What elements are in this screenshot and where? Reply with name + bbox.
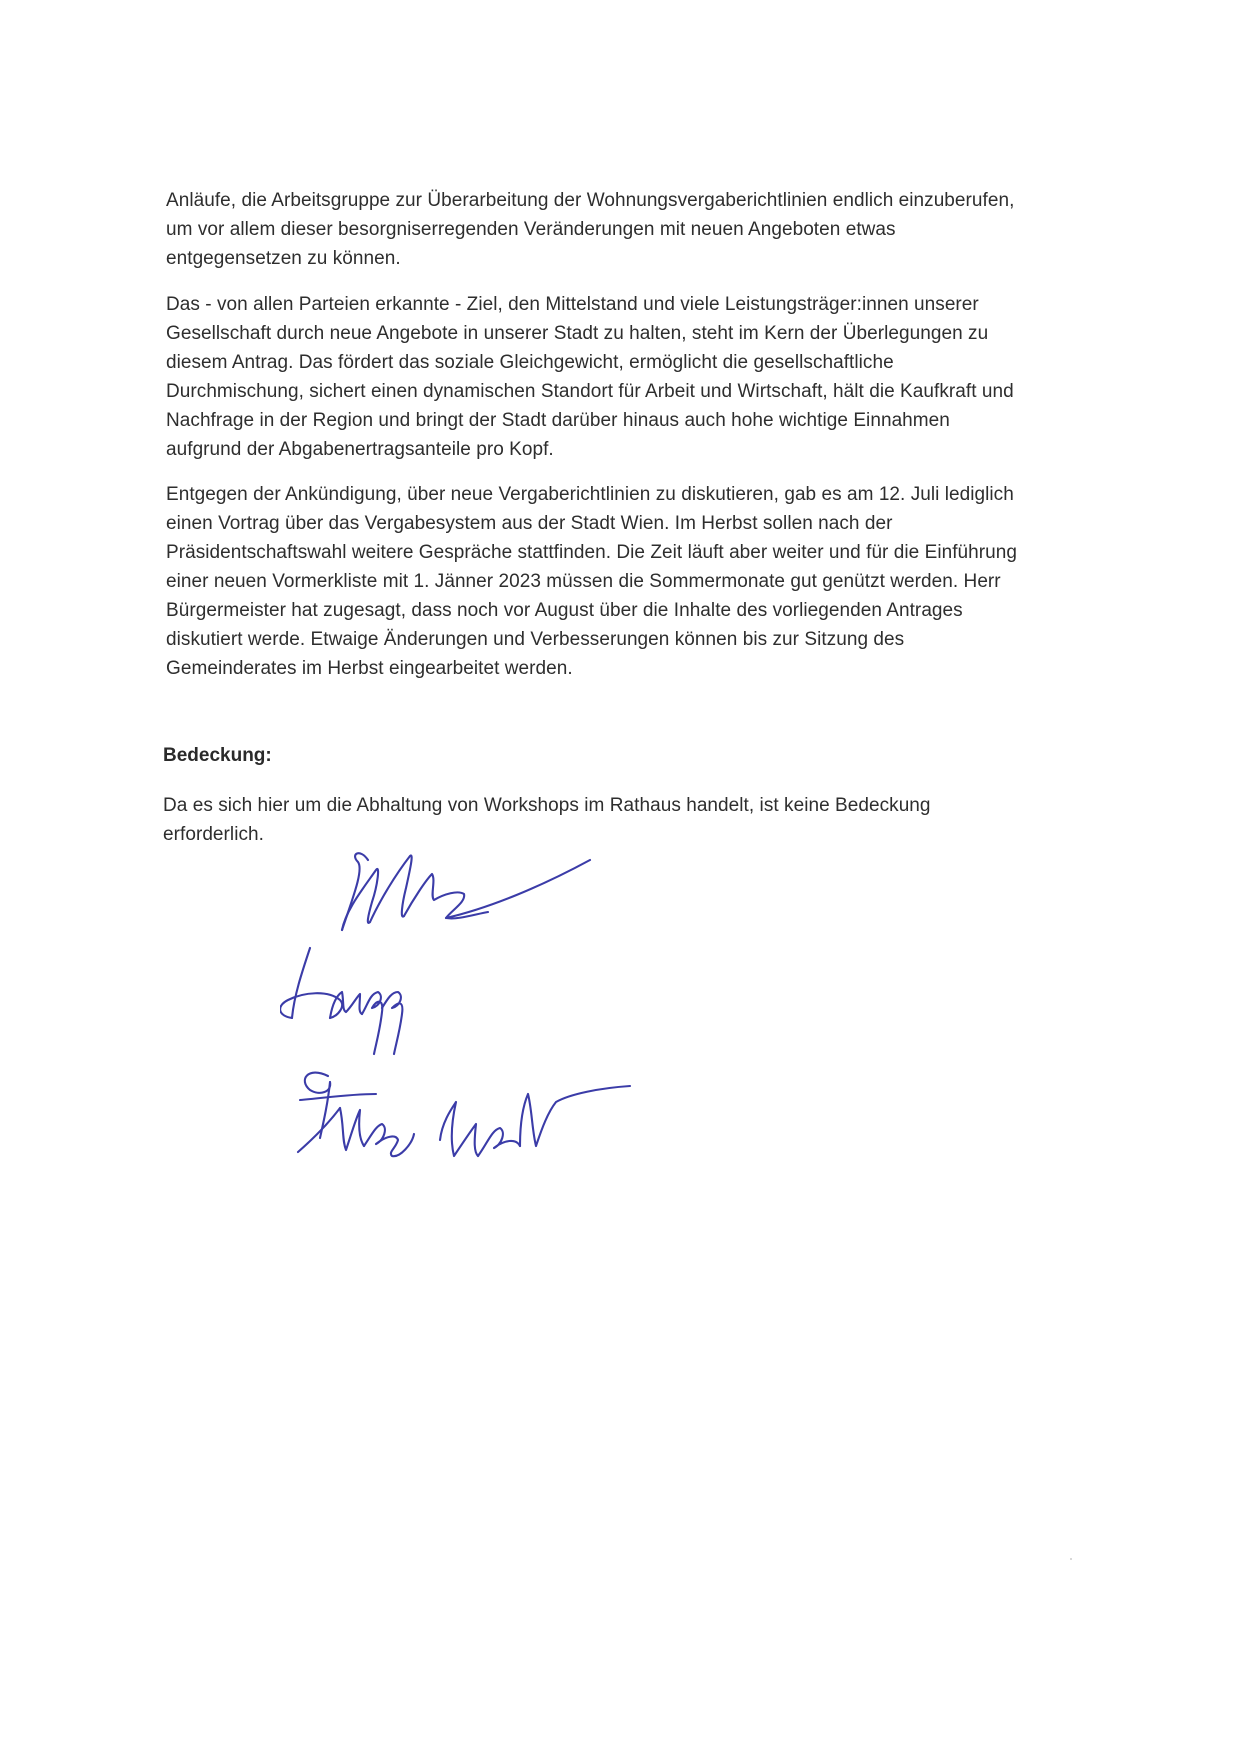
text-line: Nachfrage in der Region und bringt der Stadt darüber hinaus auch hohe wichtige Einnahmen	[166, 410, 950, 431]
signature-1	[342, 853, 590, 930]
paragraph-3	[166, 480, 1096, 683]
text-line: einen Vortrag über das Vergabesystem aus der Stadt Wien. Im Herbst sollen nach der	[166, 513, 893, 534]
text-line: einer neuen Vormerkliste mit 1. Jänner 2023 müssen die Sommermonate gut genützt werden. Herr	[166, 571, 1001, 592]
text-line: erforderlich.	[163, 824, 264, 845]
text-line: Durchmischung, sichert einen dynamischen Standort für Arbeit und Wirtschaft, hält die Kaufkraft und	[166, 381, 1014, 402]
text-line: Das - von allen Parteien erkannte - Ziel, den Mittelstand und viele Leistungsträger:innen unserer	[166, 294, 979, 315]
text-line: aufgrund der Abgabenertragsanteile pro Kopf.	[166, 439, 554, 460]
text-line: diesem Antrag. Das fördert das soziale Gleichgewicht, ermöglicht die gesellschaftliche	[166, 352, 894, 373]
text-line: Da es sich hier um die Abhaltung von Workshops im Rathaus handelt, ist keine Bedeckung	[163, 795, 931, 816]
signature-2	[280, 948, 402, 1054]
text-line: entgegensetzen zu können.	[166, 248, 401, 269]
paragraph-2	[166, 290, 1096, 464]
scan-speck	[1070, 1558, 1072, 1560]
section-heading-bedeckung: Bedeckung:	[163, 745, 272, 766]
paragraph-1	[166, 186, 1096, 273]
text-line: Bürgermeister hat zugesagt, dass noch vor August über die Inhalte des vorliegenden Antrages	[166, 600, 963, 621]
text-line: um vor allem dieser besorgniserregenden Veränderungen mit neuen Angeboten etwas	[166, 219, 896, 240]
text-line: Anläufe, die Arbeitsgruppe zur Überarbeitung der Wohnungsvergaberichtlinien endlich einzuberufen,	[166, 190, 1015, 211]
text-line: diskutiert werde. Etwaige Änderungen und Verbesserungen können bis zur Sitzung des	[166, 629, 905, 650]
text-line: Gesellschaft durch neue Angebote in unserer Stadt zu halten, steht im Kern der Überlegungen zu	[166, 323, 989, 344]
signature-block	[280, 840, 750, 1190]
text-line: Präsidentschaftswahl weitere Gespräche stattfinden. Die Zeit läuft aber weiter und für die Einführung	[166, 542, 1018, 563]
text-line: Gemeinderates im Herbst eingearbeitet werden.	[166, 658, 573, 679]
text-line: Entgegen der Ankündigung, über neue Vergaberichtlinien zu diskutieren, gab es am 12. Juli lediglich	[166, 484, 1014, 505]
signature-3	[298, 1073, 630, 1157]
